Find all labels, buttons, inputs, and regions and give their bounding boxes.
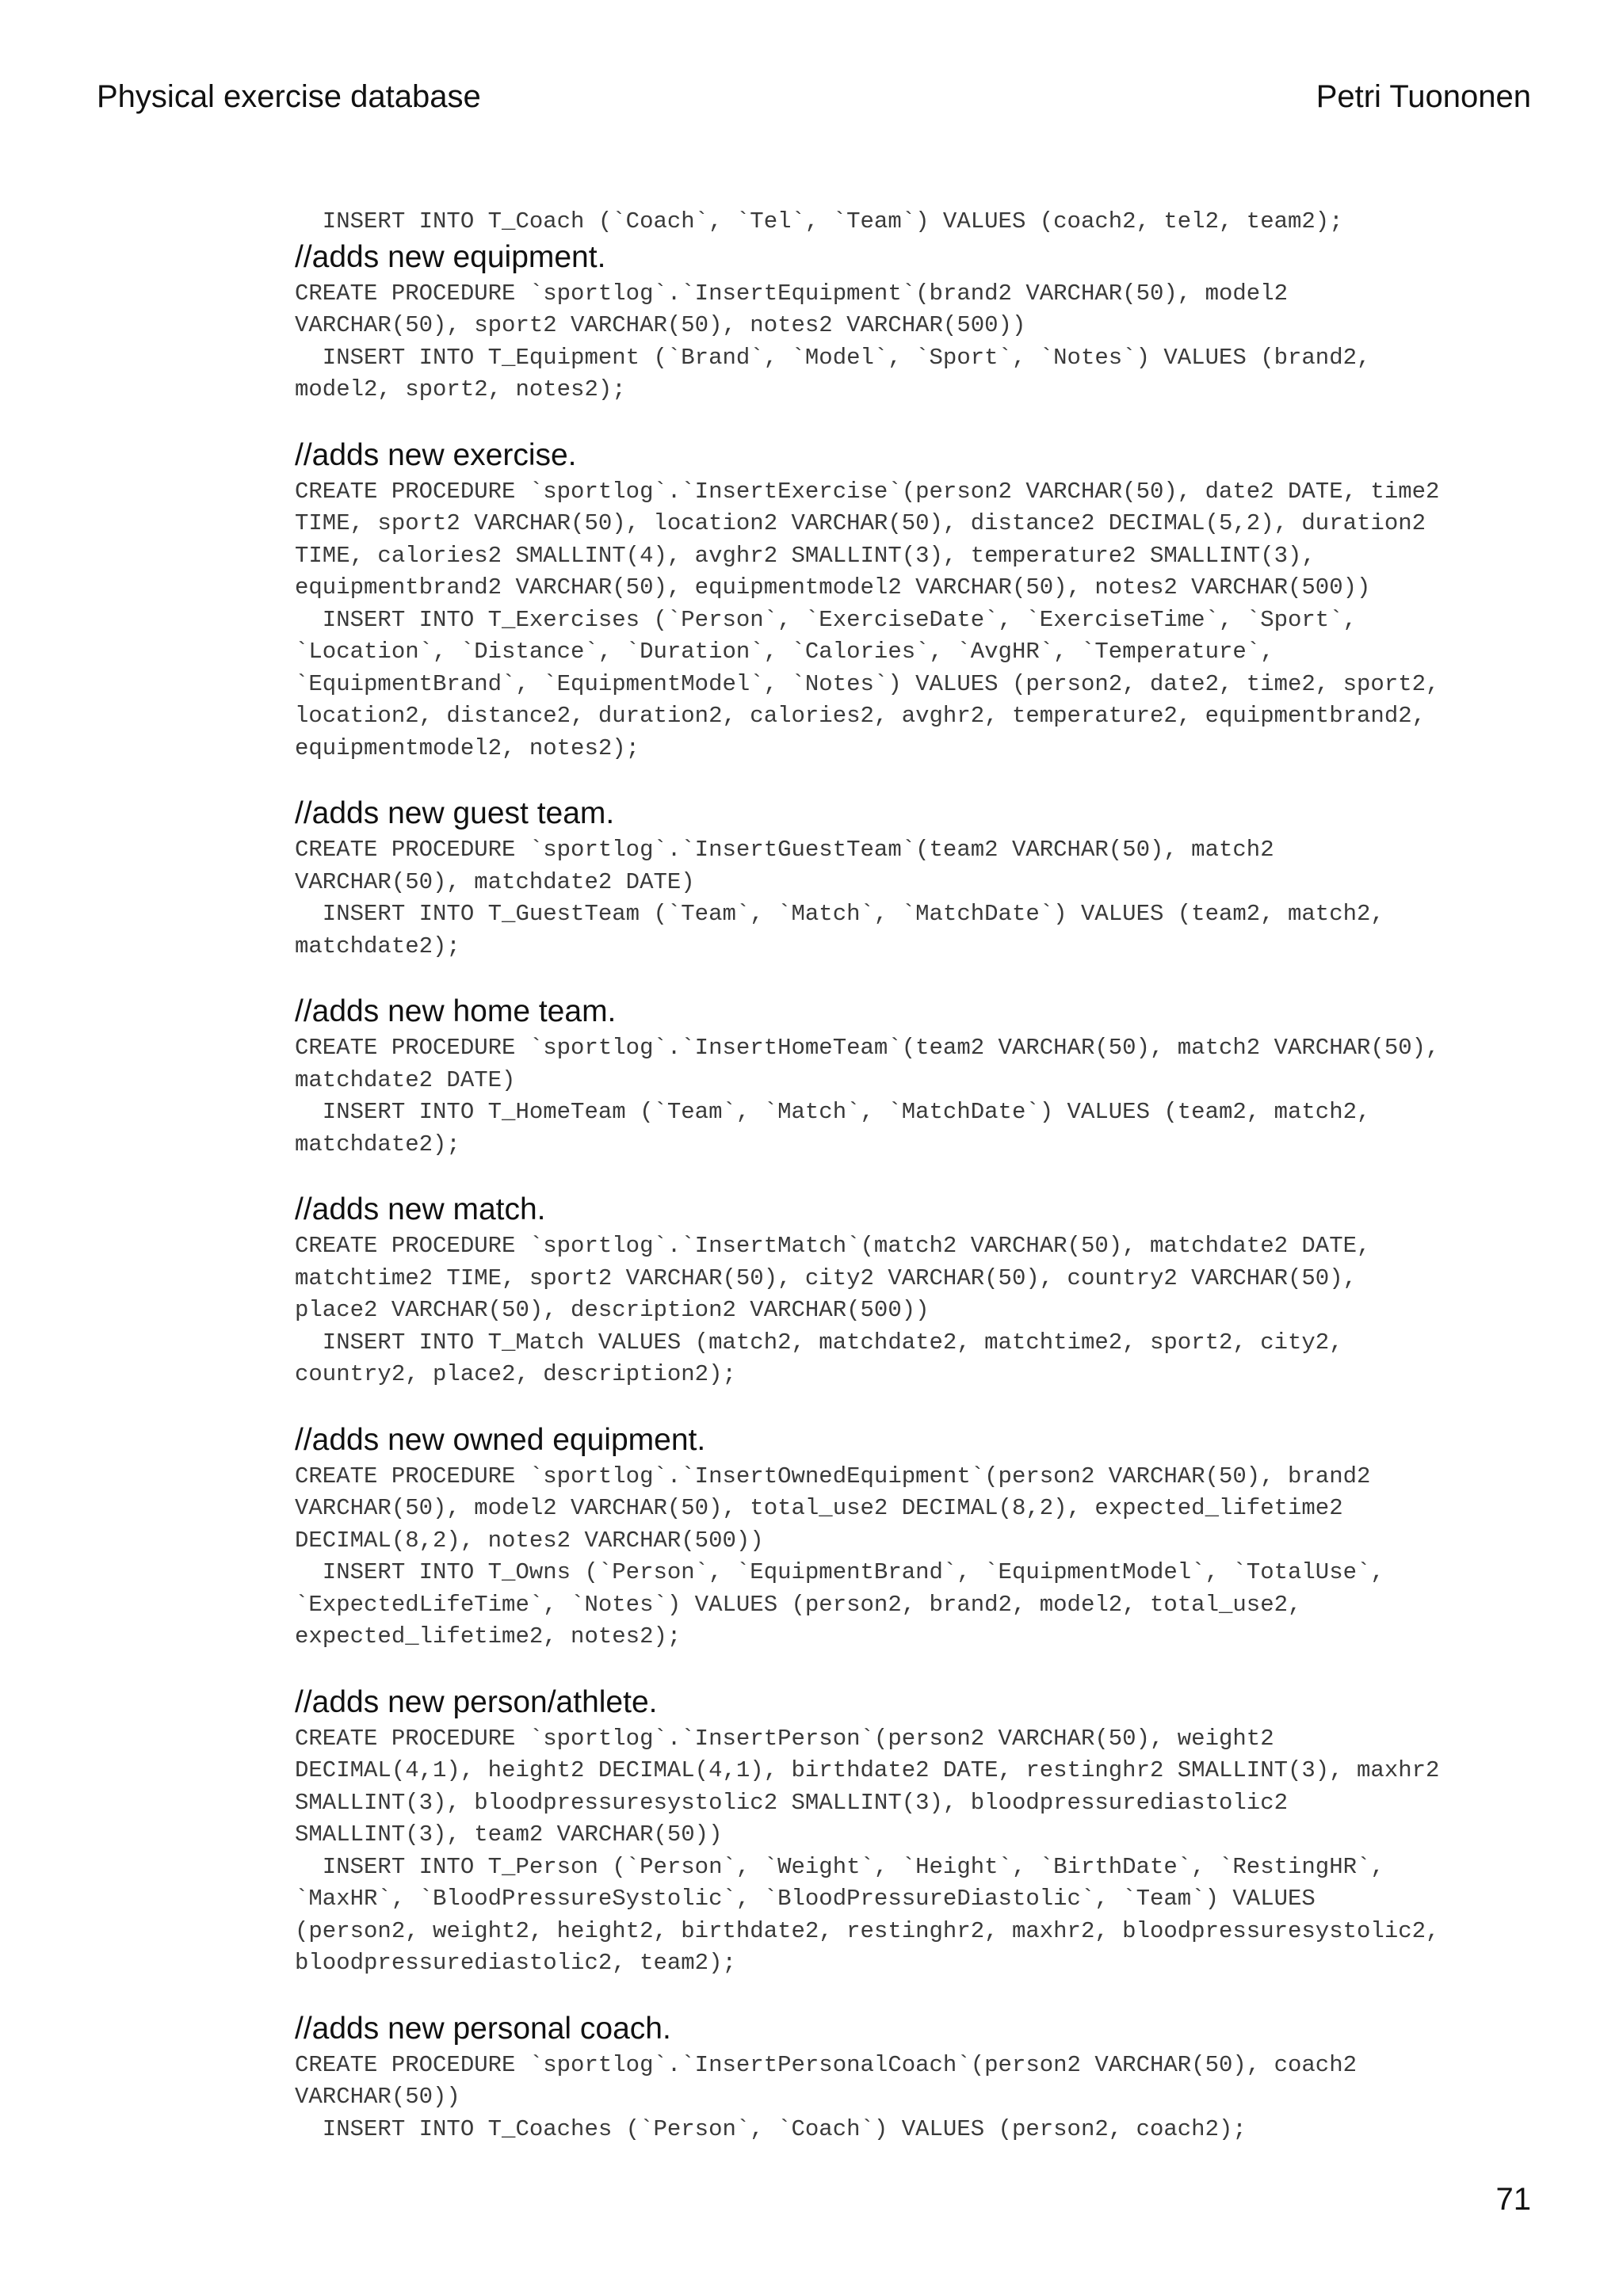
section-personal-coach <box>295 2010 1531 2146</box>
section-heading: //adds new exercise. <box>295 437 577 472</box>
section-heading: //adds new equipment. <box>295 239 606 274</box>
code-block: CREATE PROCEDURE `sportlog`.`InsertPerson`(person2 VARCHAR(50), weight2 DECIMAL(4,1), height2 DECIMAL(4,1), birthdate2 DATE, restinghr2 SMALLINT(3), maxhr2 SMALLINT(3), bloodpressuresystolic2 SMALLINT(3), bloodpressurediastolic2 SMALLINT(3), team2 VARCHAR(50)) INSERT INTO T_Person (`Person`, `Weight`, `Height`, `BirthDate`, `RestingHR`, `MaxHR`, `BloodPressureSystolic`, `BloodPressureDiastolic`, `Team`) VALUES (person2, weight2, height2, birthdate2, restinghr2, maxhr2, bloodpressuresystolic2, bloodpressurediastolic2, team2); <box>295 1725 1440 1976</box>
code-block: CREATE PROCEDURE `sportlog`.`InsertOwnedEquipment`(person2 VARCHAR(50), brand2 VARCHAR(50), model2 VARCHAR(50), total_use2 DECIMAL(8,2), expected_lifetime2 DECIMAL(8,2), notes2 VARCHAR(500)) INSERT INTO T_Owns (`Person`, `EquipmentBrand`, `EquipmentModel`, `TotalUse`, `ExpectedLifeTime`, `Notes`) VALUES (person2, brand2, model2, total_use2, expected_lifetime2, notes2); <box>295 1463 1384 1650</box>
section-person <box>295 1684 1531 1980</box>
running-header-title: Physical exercise database <box>97 79 481 114</box>
code-block: CREATE PROCEDURE `sportlog`.`InsertGuestTeam`(team2 VARCHAR(50), match2 VARCHAR(50), matchdate2 DATE) INSERT INTO T_GuestTeam (`Team`, `Match`, `MatchDate`) VALUES (team2, match2, matchdate2); <box>295 837 1384 959</box>
page-number: 71 <box>1495 2182 1531 2217</box>
running-header-author: Petri Tuononen <box>1316 79 1531 114</box>
code-block: CREATE PROCEDURE `sportlog`.`InsertHomeTeam`(team2 VARCHAR(50), match2 VARCHAR(50), matchdate2 DATE) INSERT INTO T_HomeTeam (`Team`, `Match`, `MatchDate`) VALUES (team2, match2, matchdate2); <box>295 1035 1440 1158</box>
section-owned-equipment <box>295 1421 1531 1653</box>
section-heading: //adds new personal coach. <box>295 2011 671 2046</box>
section-heading: //adds new home team. <box>295 994 617 1028</box>
section-guest-team <box>295 795 1531 963</box>
section-heading: //adds new match. <box>295 1192 546 1226</box>
code-block-coach-insert: INSERT INTO T_Coach (`Coach`, `Tel`, `Team`) VALUES (coach2, tel2, team2); <box>295 208 1343 235</box>
document-body <box>295 206 1531 2176</box>
section-exercise <box>295 437 1531 765</box>
section-match <box>295 1191 1531 1391</box>
section-heading: //adds new owned equipment. <box>295 1422 706 1457</box>
section-heading: //adds new person/athlete. <box>295 1684 658 1719</box>
code-block: CREATE PROCEDURE `sportlog`.`InsertPersonalCoach`(person2 VARCHAR(50), coach2 VARCHAR(50)) INSERT INTO T_Coaches (`Person`, `Coach`) VALUES (person2, coach2); <box>295 2051 1358 2142</box>
section-home-team <box>295 993 1531 1161</box>
code-block: CREATE PROCEDURE `sportlog`.`InsertMatch`(match2 VARCHAR(50), matchdate2 DATE, matchtime2 TIME, sport2 VARCHAR(50), city2 VARCHAR(50), country2 VARCHAR(50), place2 VARCHAR(50), description2 VARCHAR(500)) INSERT INTO T_Match VALUES (match2, matchdate2, matchtime2, sport2, city2, country2, place2, description2); <box>295 1233 1371 1387</box>
section-equipment <box>295 238 1531 406</box>
code-block: CREATE PROCEDURE `sportlog`.`InsertEquipment`(brand2 VARCHAR(50), model2 VARCHAR(50), sport2 VARCHAR(50), notes2 VARCHAR(500)) INSERT INTO T_Equipment (`Brand`, `Model`, `Sport`, `Notes`) VALUES (brand2, model2, sport2, notes2); <box>295 280 1371 402</box>
code-block: CREATE PROCEDURE `sportlog`.`InsertExercise`(person2 VARCHAR(50), date2 DATE, time2 TIME, sport2 VARCHAR(50), location2 VARCHAR(50), distance2 DECIMAL(5,2), duration2 TIME, calories2 SMALLINT(4), avghr2 SMALLINT(3), temperature2 SMALLINT(3), equipmentbrand2 VARCHAR(50), equipmentmodel2 VARCHAR(50), notes2 VARCHAR(500)) INSERT INTO T_Exercises (`Person`, `ExerciseDate`, `ExerciseTime`, `Sport`, `Location`, `Distance`, `Duration`, `Calories`, `AvgHR`, `Temperature`, `EquipmentBrand`, `EquipmentModel`, `Notes`) VALUES (person2, date2, time2, sport2, location2, distance2, duration2, calories2, avghr2, temperature2, equipmentbrand2, equipmentmodel2, notes2); <box>295 478 1440 761</box>
section-heading: //adds new guest team. <box>295 796 615 830</box>
